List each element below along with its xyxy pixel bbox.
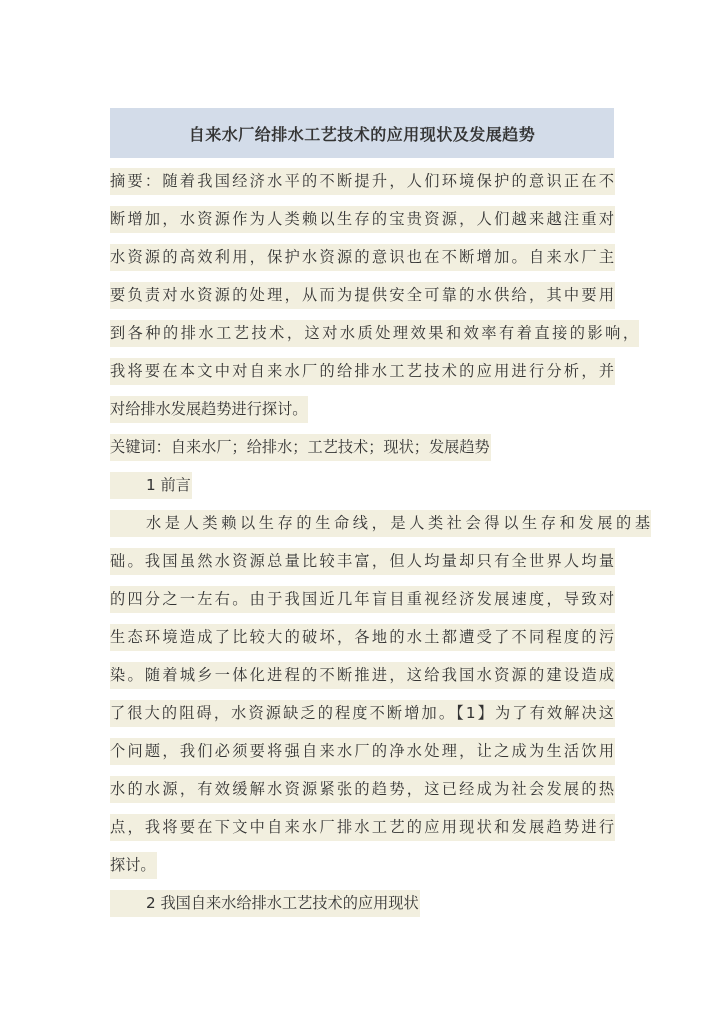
keywords-line — [110, 430, 640, 468]
paragraph-line — [110, 164, 640, 202]
section-1-line: 点，我将要在下文中自来水厂排水工艺的应用现状和发展趋势进行 — [110, 814, 615, 841]
paragraph-line — [110, 620, 640, 658]
section-2-heading: 2 我国自来水给排水工艺技术的应用现状 — [110, 890, 420, 917]
section-1-line: 水的水源，有效缓解水资源紧张的趋势，这已经成为社会发展的热 — [110, 776, 615, 803]
section-heading-line — [110, 468, 640, 506]
section-1-line: 础。我国虽然水资源总量比较丰富，但人均量却只有全世界人均量 — [110, 548, 615, 575]
abstract-line: 我将要在本文中对自来水厂的给排水工艺技术的应用进行分析，并 — [110, 358, 615, 385]
paragraph-line — [110, 392, 640, 430]
paragraph-line — [110, 848, 640, 886]
abstract-line: 水资源的高效利用，保护水资源的意识也在不断增加。自来水厂主 — [110, 244, 615, 271]
section-1-line: 个问题，我们必须要将强自来水厂的净水处理，让之成为生活饮用 — [110, 738, 615, 765]
section-1-heading: 1 前言 — [110, 472, 192, 499]
section-1-line: 水是人类赖以生存的生命线，是人类社会得以生存和发展的基 — [110, 510, 651, 537]
document-body — [110, 164, 650, 924]
title-banner — [110, 108, 614, 158]
section-heading-line — [110, 886, 640, 924]
paragraph-line — [110, 772, 640, 810]
paragraph-line — [110, 696, 640, 734]
paragraph-line — [110, 582, 640, 620]
paragraph-line — [110, 544, 640, 582]
section-1-line: 了很大的阻碍，水资源缺乏的程度不断增加。【1】为了有效解决这 — [110, 700, 615, 727]
paragraph-line — [110, 506, 650, 544]
abstract-line: 到各种的排水工艺技术，这对水质处理效果和效率有着直接的影响， — [110, 320, 639, 347]
paragraph-line — [110, 278, 640, 316]
section-1-line: 探讨。 — [110, 852, 157, 879]
abstract-line: 摘要：随着我国经济水平的不断提升，人们环境保护的意识正在不 — [110, 168, 615, 195]
paragraph-line — [110, 240, 640, 278]
paragraph-line — [110, 810, 640, 848]
section-1-line: 的四分之一左右。由于我国近几年盲目重视经济发展速度，导致对 — [110, 586, 615, 613]
document-title: 自来水厂给排水工艺技术的应用现状及发展趋势 — [188, 124, 536, 144]
paragraph-line — [110, 354, 640, 392]
keywords-text: 关键词：自来水厂；给排水；工艺技术；现状；发展趋势 — [110, 434, 491, 461]
paragraph-line — [110, 658, 640, 696]
paragraph-line — [110, 316, 640, 354]
paragraph-line — [110, 202, 640, 240]
abstract-line: 断增加，水资源作为人类赖以生存的宝贵资源，人们越来越注重对 — [110, 206, 615, 233]
section-1-line: 染。随着城乡一体化进程的不断推进，这给我国水资源的建设造成 — [110, 662, 615, 689]
section-1-line: 生态环境造成了比较大的破坏，各地的水土都遭受了不同程度的污 — [110, 624, 615, 651]
abstract-line: 要负责对水资源的处理，从而为提供安全可靠的水供给，其中要用 — [110, 282, 615, 309]
paragraph-line — [110, 734, 640, 772]
abstract-line: 对给排水发展趋势进行探讨。 — [110, 396, 308, 423]
